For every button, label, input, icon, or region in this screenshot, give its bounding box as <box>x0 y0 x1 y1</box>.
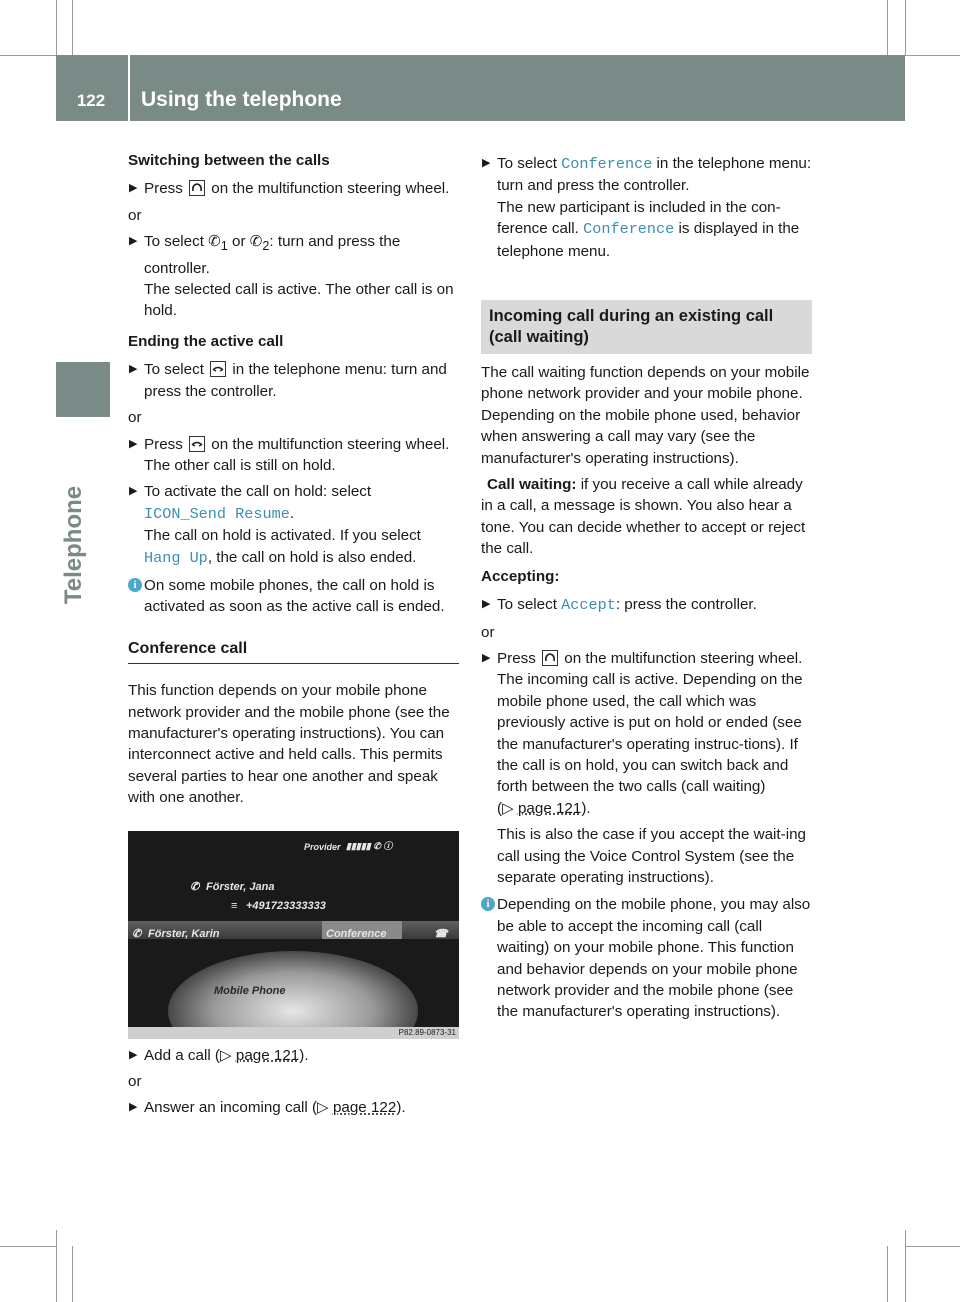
step-select-conference: ▶ To select Conference in the telephone menu: turn and press the controller. The new participant is included in the con-ference call. Conference is displayed in the telephone menu. <box>482 155 812 260</box>
screen-mobile-phone: Mobile Phone <box>214 984 286 997</box>
phone-hangup-icon <box>210 361 226 377</box>
step-activate-hold: ▶ To activate the call on hold: select ICON_Send Resume. The call on hold is activated. If you select Hang Up, the call on hold is also ended. <box>129 483 421 567</box>
screen-caller-2: Förster, Karin <box>148 927 220 940</box>
crop-mark <box>0 1246 56 1247</box>
crop-mark <box>905 0 906 55</box>
header-divider <box>128 55 130 121</box>
signal-bars-icon: ▮▮▮▮▮ ✆ ⓘ <box>346 840 393 851</box>
screen-handset-icon: ✆ <box>190 880 200 893</box>
step-press-hangup: ▶ Press on the multifunction steering wheel. The other call is still on hold. <box>129 435 450 474</box>
crop-mark <box>905 55 960 56</box>
info-note: i On some mobile phones, the call on hold is activated as soon as the active call is ended. <box>128 575 459 618</box>
crop-mark <box>56 1230 57 1302</box>
crop-mark <box>72 1246 73 1302</box>
arrow-icon: ▶ <box>129 1048 138 1061</box>
arrow-icon: ▶ <box>129 485 138 498</box>
screen-provider: Provider <box>304 841 341 852</box>
crop-mark <box>0 55 56 56</box>
step-answer-call: ▶ Answer an incoming call (▷ page 122). <box>128 1097 459 1118</box>
step-add-call: ▶ Add a call (▷ page 121). <box>128 1045 459 1066</box>
phone-handset-icon: ✆ <box>208 233 221 251</box>
call-waiting-heading: Incoming call during an existing call (call waiting) <box>481 300 812 354</box>
screen-glow <box>168 951 418 1039</box>
arrow-icon: ▶ <box>482 651 491 664</box>
crop-mark <box>905 1230 906 1302</box>
crop-mark <box>72 0 73 55</box>
arrow-icon: ▶ <box>129 182 138 195</box>
screen-conference-item: Conference <box>326 927 387 940</box>
or-text: or <box>128 206 142 224</box>
step-select-line: ▶ To select $✆_1$ or $✆_2$: turn and press the controller. The selected call is active. The other call is on hold. <box>129 233 454 320</box>
screen-hangup-icon: ☎ <box>434 927 448 940</box>
arrow-icon: ▶ <box>129 235 138 248</box>
right-column <box>481 150 812 1023</box>
phone-hangup-icon <box>189 436 205 452</box>
screen-number: +491723333333 <box>246 899 326 912</box>
or-text: or <box>128 1073 142 1090</box>
conference-heading: Conference call <box>128 638 459 664</box>
arrow-icon: ▶ <box>129 1101 138 1114</box>
or-text: or <box>481 623 495 641</box>
crop-mark <box>905 1246 960 1247</box>
page-ref-link[interactable]: page 121 <box>235 1046 300 1064</box>
menu-item-hang-up: Hang Up <box>144 548 208 567</box>
screen-caller-1: Förster, Jana <box>206 880 275 893</box>
info-icon: i <box>481 897 495 911</box>
accepting-heading: Accepting: <box>481 567 560 585</box>
screen-number-icon: ≡ <box>231 899 238 912</box>
page-ref-link[interactable]: page 121 <box>517 799 582 817</box>
side-tab-label: Telephone <box>60 485 87 605</box>
phone-accept-icon <box>542 650 558 666</box>
call-waiting-description: if you receive a call while already in a call, a message is shown. You also hear a tone. You can decide whether to accept or reject the call. <box>481 476 806 558</box>
step-press-phone: ▶ Press on the multifunction steering wheel. <box>128 178 459 199</box>
arrow-icon: ▶ <box>129 437 138 450</box>
conference-text: This function depends on your mobile phone network provider and the mobile phone (see the manufacturer's operating instructions). You can interconnect active and held calls. This permits several parties to hear one another and speak with one another. <box>128 682 450 807</box>
page-ref-arrow-icon: ▷ <box>317 1099 329 1117</box>
switching-heading: Switching between the calls <box>128 152 330 169</box>
arrow-icon: ▶ <box>482 598 491 611</box>
step-select-accept: ▶ To select Accept: press the controller. <box>482 596 757 615</box>
crop-mark <box>56 0 57 55</box>
screen-figure-code: P82.89-0873-31 <box>128 1027 459 1039</box>
call-waiting-label: Call waiting: <box>487 476 577 494</box>
info-note: i Depending on the mobile phone, you may also be able to accept the incoming call (call waiting) on your mobile phone. This function and behavior depends on your mobile phone network provider and the mobile phone (see the manufacturer's operating instructions). <box>481 894 812 1022</box>
page-ref-link[interactable]: page 122 <box>332 1099 397 1117</box>
info-icon: i <box>128 578 142 592</box>
page-header-title: Using the telephone <box>141 88 342 111</box>
call-waiting-text: The call waiting function depends on your mobile phone network provider and your mobile phone. Depending on the mobile phone used, behavior when answering a call may vary (see the manufacturer's operating instructions). <box>481 364 810 467</box>
arrow-icon: ▶ <box>129 363 138 376</box>
step-select-hangup: ▶ To select in the telephone menu: turn and press the controller. <box>129 361 447 400</box>
crop-mark <box>887 0 888 55</box>
menu-item-conference: Conference <box>561 155 653 173</box>
step-press-accept: ▶ Press on the multifunction steering wheel. The incoming call is active. Depending on the mobile phone used, the call which was previously active is put on hold or ended (see the manufacturer's operating instruc-tions). If the call is on hold, you can switch back and forth between the two calls (call waiting) (▷ page 121). This is also the case if you accept the wait-ing call using the Voice Control System (see the separate operating instructions). <box>482 649 806 886</box>
menu-item-resume: ICON_Send Resume <box>144 504 290 523</box>
side-tab-block <box>56 362 110 417</box>
page-ref-arrow-icon: ▷ <box>502 799 514 817</box>
menu-item-accept: Accept <box>561 596 616 615</box>
phone-accept-icon <box>189 180 205 196</box>
phone-handset-icon: ✆ <box>249 233 263 251</box>
crop-mark <box>887 1246 888 1302</box>
arrow-icon: ▶ <box>482 157 491 169</box>
page-number: 122 <box>76 91 106 110</box>
telephone-screen-image <box>128 831 459 1039</box>
left-column <box>128 150 459 1119</box>
menu-item-conference: Conference <box>583 220 675 239</box>
page-ref-arrow-icon: ▷ <box>219 1046 232 1064</box>
ending-heading: Ending the active call <box>128 332 284 350</box>
screen-handset-icon: ✆ <box>132 927 142 940</box>
or-text: or <box>128 409 142 427</box>
